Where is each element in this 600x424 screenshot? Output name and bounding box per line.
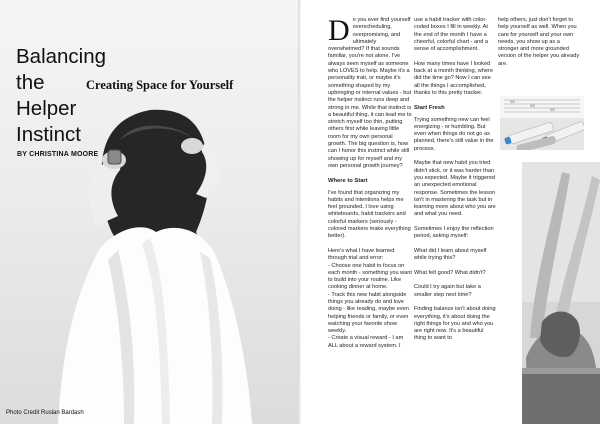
article-title: Balancing the Helper Instinct	[16, 45, 107, 146]
paragraph: help others, just don't forget to help yourself as well. When you care for yourself and your own needs, you show up as a stronger and more grounded version of the helper you already are.	[498, 17, 580, 67]
intro-paragraph: o you ever find yourself overscheduling, overpromising, and ultimately overwhelmed? If that sounds familiar, you're not alone. I've always seen myself as someone who LOVES to help. Maybe it's a personality trait, or maybe it's something shaped by my upbringing or internal values - but the helper instinct runs deep and strong in me. While that instinct is a beautiful thing, it can lead me to stretch myself too thin, putting others first while leaving little room for my own personal growth. The big question is, how can I honor this instinct while still showing up for myself and my own personal growth journey?	[328, 17, 412, 169]
list-item: - Choose one habit to focus on each month - something you want to build into your routine. Like cooking dinner at home.	[328, 262, 412, 291]
left-page	[0, 0, 298, 424]
list-item: - Create a visual reward - I am ALL about a reward system. I	[328, 335, 404, 349]
article-column-2	[414, 17, 496, 350]
paragraph: Trying something new can feel energizing - or humbling. But even when things do not go as planned, there's still value in the process.	[414, 116, 494, 152]
paragraph: Finding balance isn't about doing everything, it's about doing the right things for you and who you are right now. It's a beautiful thing to want to	[414, 306, 496, 342]
reflection-question: What felt good? What didn't?	[414, 269, 486, 276]
stretching-woman-photo	[522, 162, 600, 424]
photo-credit: Photo Credit Ruslan Bardash	[6, 410, 84, 416]
right-page	[302, 0, 600, 424]
section-heading-start-fresh: Start Fresh	[414, 104, 445, 111]
article-column-1	[328, 14, 412, 350]
paragraph: I've found that organizing my habits and intentions helps me feel grounded. I love using whiteboards, habit trackers and colorful markers (seriously - colored markers make everything better).	[328, 189, 411, 240]
reflection-question: What did I learn about myself while trying this?	[414, 247, 487, 262]
byline: BY CHRISTINA MOORE	[17, 151, 99, 158]
article-column-3	[498, 17, 580, 75]
paragraph: Here's what I have learned through trial and error:	[328, 247, 395, 262]
drop-cap: D	[328, 14, 350, 47]
paragraph: How many times have I looked back at a month thinking, where did the time go? Now I can see all the things I accomplished, thanks to this pretty tracker.	[414, 60, 493, 96]
markers-photo	[500, 96, 584, 150]
paragraph: Maybe that new habit you tried didn't stick, or it was harder than you expected. Maybe it triggered an unexpected emotional response. Sometimes the lesson isn't in mastering the task but in learning more about who you are and what you need.	[414, 160, 496, 218]
list-item: - Track this new habit alongside things you already do and love doing - like reading, maybe even helping friends or family, or even watching your favorite show weekly.	[328, 291, 409, 335]
article-subtitle: Creating Space for Yourself	[86, 78, 234, 92]
section-heading-where-to-start: Where to Start	[328, 177, 368, 184]
paragraph: use a habit tracker with color-coded boxes I fill in weekly. At the end of the month I have a cheerful, colorful chart - and a sense of accomplishment.	[414, 17, 488, 53]
paragraph: Sometimes I enjoy the reflection period, asking myself:	[414, 226, 494, 240]
reflection-question: Could I try again but take a smaller step next time?	[414, 284, 481, 298]
